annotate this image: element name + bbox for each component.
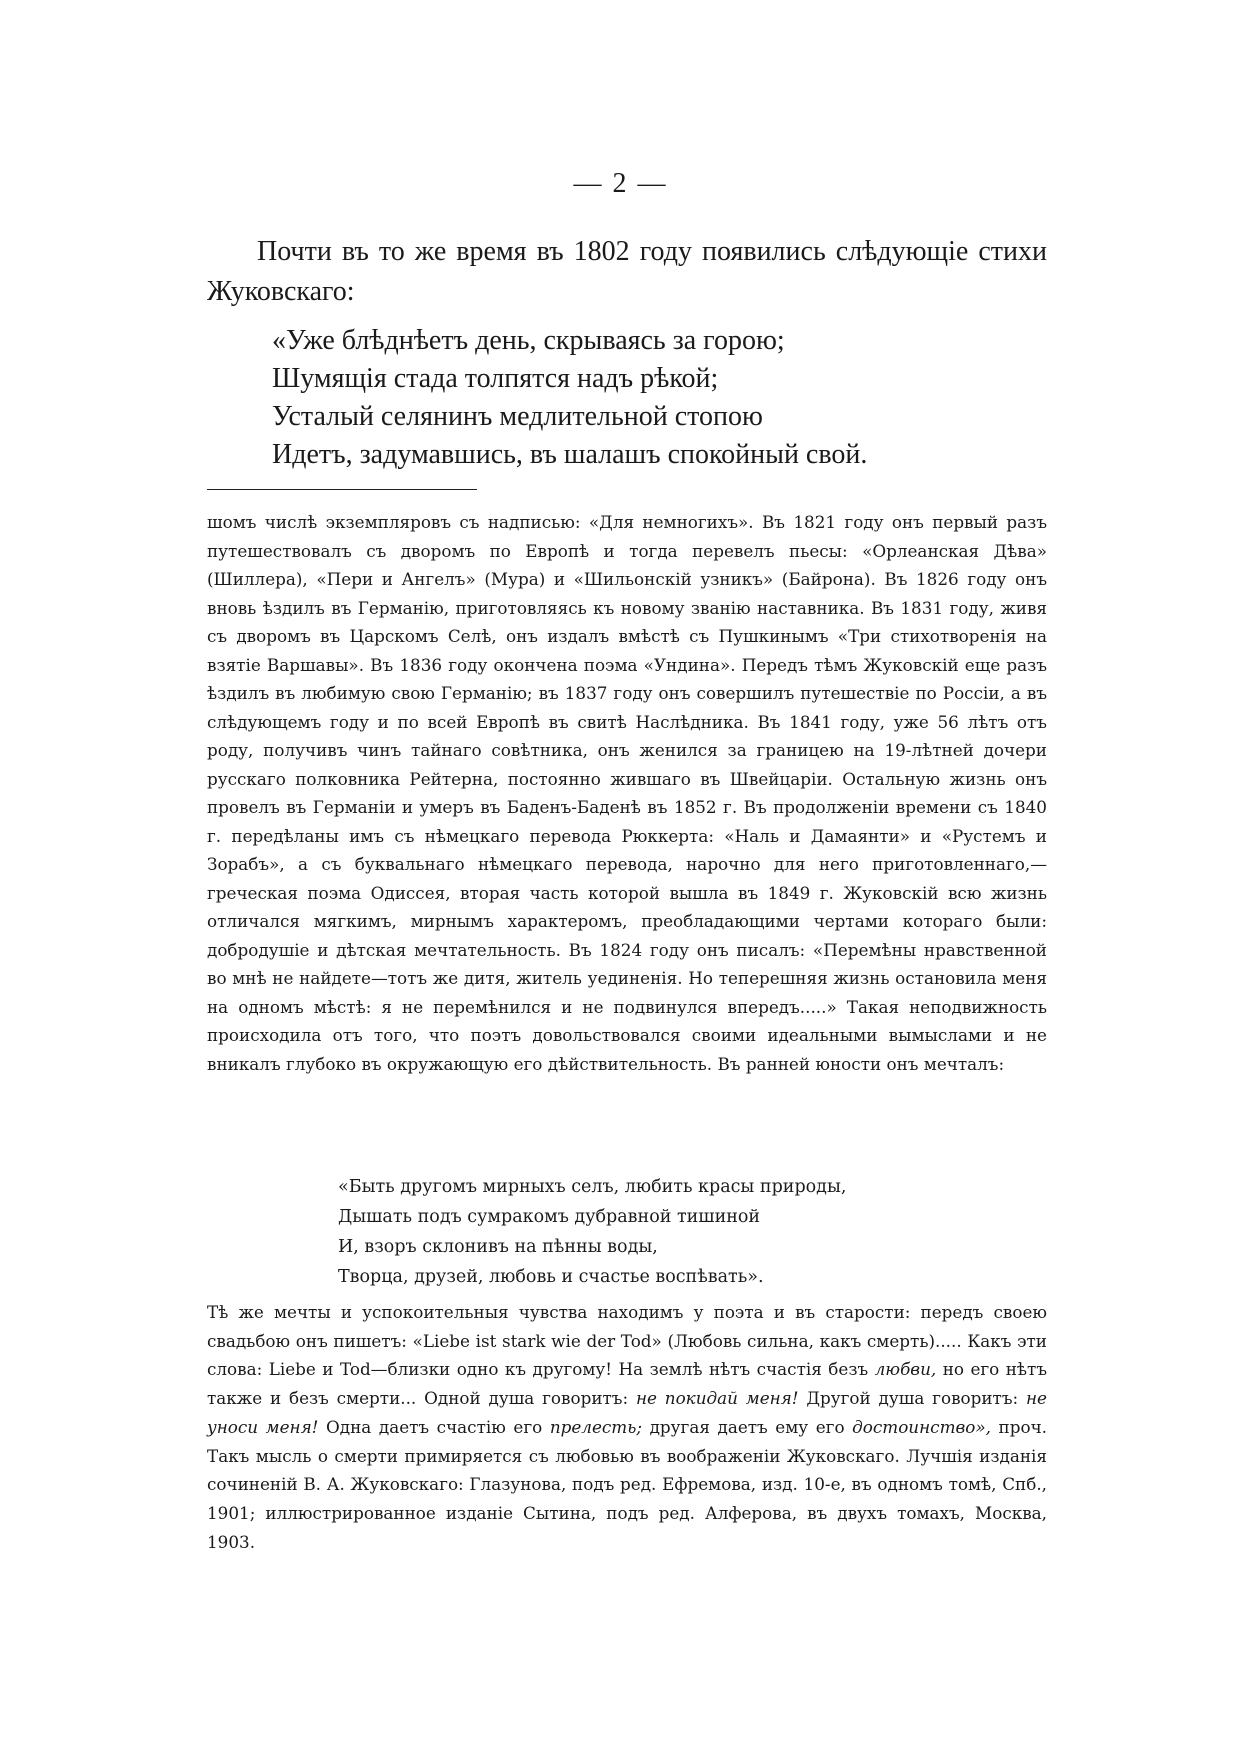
intro-text: Почти въ то же время въ 1802 году появились слѣдующіе стихи Жуковскаго: [207,236,1047,307]
intro-paragraph [207,232,1047,312]
emphasis-text: не уноси меня! [207,1388,1047,1437]
main-verse [272,322,1032,474]
emphasis-text: не покидай меня! [635,1388,799,1409]
verse-line: «Уже блѣднѣетъ день, скрываясь за горою; [272,325,785,356]
verse-line: Усталый селянинъ медлительной стопою [272,401,763,432]
verse-line: Идетъ, задумавшись, въ шалашъ спокойный свой. [272,439,868,470]
closing-text: но его нѣтъ также и безъ смерти... Одной душа говоритъ: [207,1359,1047,1409]
closing-text: Одна даетъ счастію его [318,1416,550,1437]
closing-text: Тѣ же мечты и успокоительныя чувства находимъ у поэта и въ старости: передъ своею свадьбою онъ пишетъ: «Liebe ist stark wie der Tod» (Любовь сильна, какъ смерть)..... Какъ эти слова: Liebe и Tod—близки одно къ другому! На землѣ нѣтъ счастія безъ [207,1302,1047,1380]
verse-line: Шумящія стада толпятся надъ рѣкой; [272,363,719,394]
emphasis-text: прелесть; [549,1416,643,1437]
page-number: — 2 — [573,168,668,199]
verse-line: И, взоръ склонивъ на пѣнны воды, [338,1237,658,1257]
footnote-paragraph: шомъ числѣ экземпляровъ съ надписью: «Для немногихъ». Въ 1821 году онъ первый разъ путешествовалъ съ дворомъ по Европѣ и тогда перевелъ пьесы: «Орлеанская Дѣва» (Шиллера), «Пери и Ангелъ» (Мура) и «Шильонскій узникъ» (Байрона). Въ 1826 году онъ вновь ѣздилъ въ Германію, приготовляясь къ новому званію наставника. Въ 1831 году, живя съ дворомъ въ Царскомъ Селѣ, онъ издалъ вмѣстѣ съ Пушкинымъ «Три стихотворенія на взятіе Варшавы». Въ 1836 году окончена поэма «Ундина». Передъ тѣмъ Жуковскій еще разъ ѣздилъ въ любимую свою Германію; въ 1837 году онъ совершилъ путешествіе по Россіи, а въ слѣдующемъ году и по всей Европѣ въ свитѣ Наслѣдника. Въ 1841 году, уже 56 лѣтъ отъ роду, получивъ чинъ тайнаго совѣтника, онъ женился за границею на 19-лѣтней дочери русскаго полковника Рейтерна, постоянно жившаго въ Швейцаріи. Остальную жизнь онъ провелъ въ Германіи и умеръ въ Баденъ-Баденѣ въ 1852 г. Въ продолженіи времени съ 1840 г. передѣланы имъ съ нѣмецкаго перевода Рюккерта: «Наль и Дамаянти» и «Рустемъ и Зорабъ», а съ буквальнаго нѣмецкаго перевода, нарочно для него приготовленнаго,—греческая поэма Одиссея, вторая часть которой вышла въ 1849 г. Жуковскій всю жизнь отличался мягкимъ, мирнымъ характеромъ, преобладающими чертами котораго были: добродушіе и дѣтская мечтательность. Въ 1824 году онъ писалъ: «Перемѣны нравственной во мнѣ не найдете—тотъ же дитя, житель уединенія. Но теперешняя жизнь остановила меня на одномъ мѣстѣ: я не перемѣнился и не подвинулся впередъ.....» Такая неподвижность происходила отъ того, что поэтъ довольствовался своими идеальными вымыслами и не вникалъ глубоко въ окружающую его дѣйствительность. Въ ранней юности онъ мечталъ: [207,512,1047,1074]
footnote-separator [207,489,477,490]
emphasis-text: достоинство», [852,1416,991,1437]
verse-line: Творца, друзей, любовь и счастье воспѣвать». [338,1267,764,1287]
verse-line: «Быть другомъ мирныхъ селъ, любить красы природы, [338,1177,847,1197]
closing-text: другая даетъ ему его [642,1416,853,1437]
closing-text: проч. Такъ мысль о смерти примиряется съ любовью въ воображеніи Жуковскаго. Лучшія изданія сочиненій В. А. Жуковскаго: Глазунова, подъ ред. Ефремова, изд. 10-е, въ одномъ томѣ, Спб., 1901; иллюстрированное изданіе Сытина, подъ ред. Алферова, въ двухъ томахъ, Москва, 1903. [207,1416,1048,1552]
closing-paragraph [207,1298,1047,1556]
quoted-verse [338,1172,1038,1292]
verse-line: Дышать подъ сумракомъ дубравной тишиной [338,1207,761,1227]
closing-text: Другой душа говоритъ: [798,1388,1026,1409]
emphasis-text: любви, [874,1359,937,1380]
